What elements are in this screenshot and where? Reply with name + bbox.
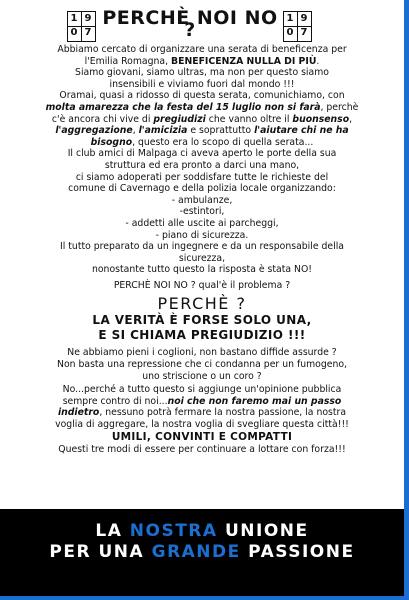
badge-digit: 7 [84,27,92,38]
blue-edge-bottom [0,596,409,600]
paragraph-line: uno striscione o un coro ? [142,370,262,382]
paragraph-line: voglia di aggregare, la nostra voglia di svegliare questa città!!! [55,419,349,431]
badge-digit: 0 [286,27,294,38]
paragraph-line: comune di Cavernago e della polizia locale organizzando: [68,183,336,195]
flyer-header [0,0,404,44]
badge-digit: 7 [300,27,308,38]
paragraph-line: Questi tre modi di essere per continuare a lottare con forza!!! [58,443,346,455]
badge-digit: 1 [70,13,78,24]
badge-digit: 1 [286,13,294,24]
paragraph-line: Ne abbiamo pieni i coglioni, non bastano diffide assurde ? [67,347,337,359]
paragraph-line: nonostante tutto questo la risposta è stata NO! [91,264,313,276]
paragraph-line: bisogno, questo era lo scopo di quella serata... [90,136,314,148]
paragraph-line: No...perché a tutto questo si aggiunge un'opinione pubblica [62,384,342,396]
headline-pregiudizio: E SI CHIAMA PREGIUDIZIO !!! [98,328,306,343]
paragraph-line: l'Emilia Romagna, BENEFICENZA NULLA DI PIÙ. [84,55,320,67]
badge-digit: 0 [70,27,78,38]
paragraph-line: struttura ed era pronto a darci una mano, [104,159,300,171]
list-item: - ambulanze, [171,194,233,206]
list-item: - addetti alle uscite ai parcheggi, [125,217,279,229]
list-item: - piano di sicurezza. [155,229,249,241]
slogan-line-1: LA NOSTRA UNIONE [95,521,309,541]
paragraph-line: indietro, nessuno potrà fermare la nostra passione, la nostra [57,407,347,419]
paragraph-line: ci siamo adoperati per soddisfare tutte le richieste del [75,171,329,183]
paragraph-line: c'è ancora chi vive di pregiudizi che vanno oltre il buonsenso, [51,113,353,125]
paragraph-line: Il club amici di Malpaga ci aveva aperto le porte della sua [67,148,337,160]
blue-edge-right [404,0,409,600]
paragraph-line: PERCHÈ NOI NO ? qual'è il problema ? [113,279,291,291]
flyer-body [0,44,404,455]
paragraph-line: Siamo giovani, siamo ultras, ma non per questo siamo [75,67,329,79]
paragraph-line: sempre contro di noi...noi che non faremo mai un passo [62,395,342,407]
slogan-line-2: PER UNA GRANDE PASSIONE [49,542,355,562]
paragraph-line: insensibili e viviamo fuori dal mondo !!! [109,78,295,90]
paragraph-line: Il tutto preparato da un ingegnere e da un responsabile della [60,241,344,253]
headline-verita: LA VERITÀ È FORSE SOLO UNA, [92,313,312,328]
page-title: PERCHÈ NOI NO ? [102,7,278,41]
logo-badge-right [283,11,312,42]
paragraph-line: molta amarezza che la festa del 15 luglio non si farà, perchè [45,101,359,113]
paragraph-line: Abbiamo cercato di organizzare una serata di beneficenza per [57,44,347,55]
headline-perche: PERCHÈ ? [157,294,247,314]
list-item: -estintori, [179,206,225,218]
paragraph-line: Non basta una repressione che ci condanna per un fumogeno, [56,359,348,371]
headline-umili: UMILI, CONVINTI E COMPATTI [111,430,293,443]
badge-digit: 9 [84,13,92,24]
paragraph-line: l'aggregazione, l'amicizia e soprattutto l'aiutare chi ne ha [55,125,349,137]
paragraph-line: sicurezza, [178,252,226,264]
slogan-banner [0,509,404,596]
badge-digit: 9 [300,13,308,24]
paragraph-line: Oramai, quasi a ridosso di questa serata, comunichiamo, con [59,90,345,102]
logo-badge-left [67,11,96,42]
